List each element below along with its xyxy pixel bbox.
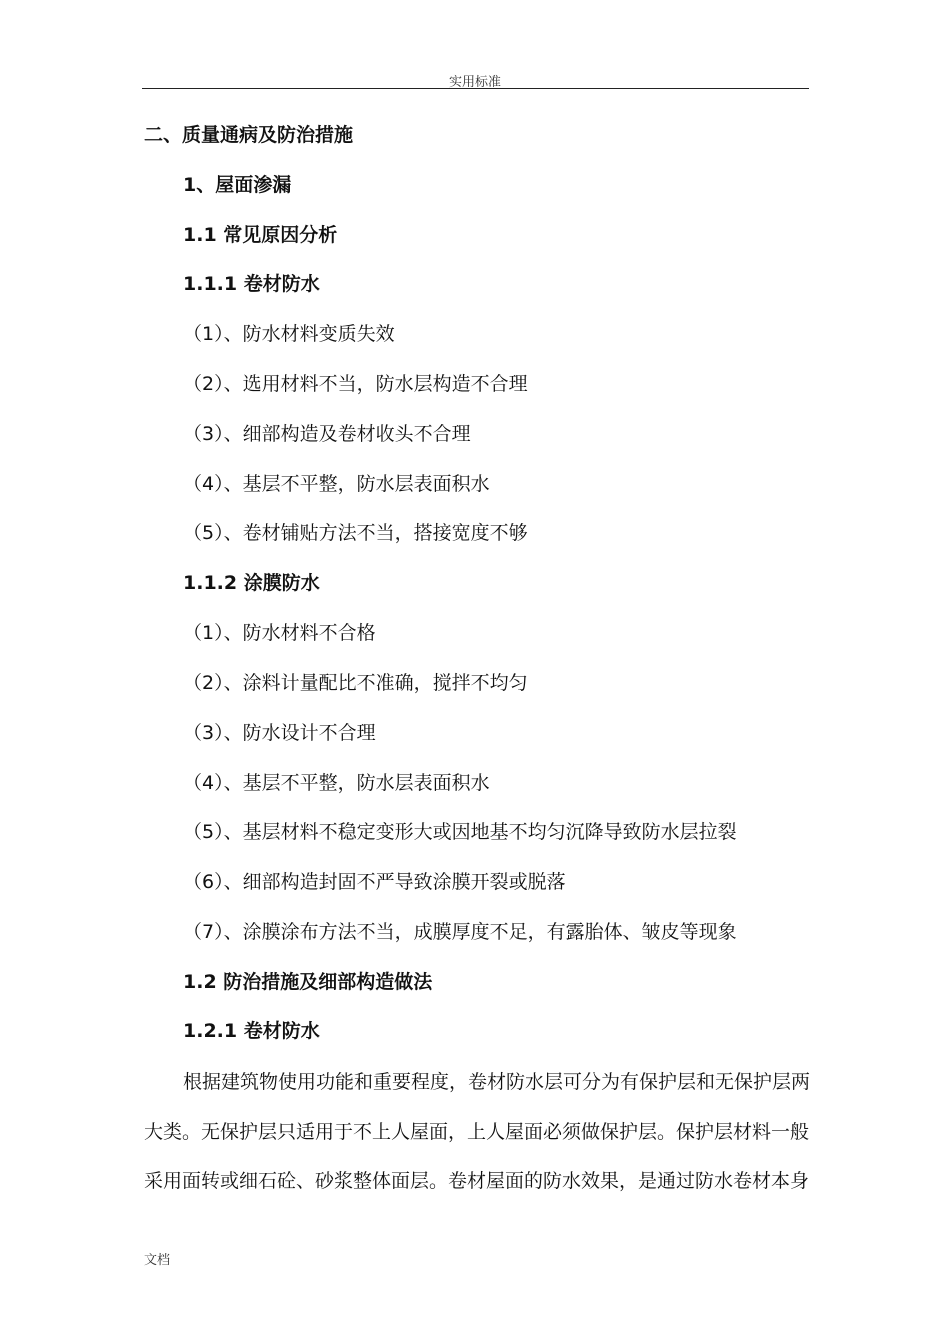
paragraph-line: 采用面转或细石砼、砂浆整体面层。卷材屋面的防水效果，是通过防水卷材本身 <box>144 1170 810 1192</box>
heading-roof-leak: 1、屋面渗漏 <box>183 174 292 196</box>
page-footer: 文档 <box>144 1253 171 1268</box>
heading-coating-waterproofing: 1.1.2 涂膜防水 <box>183 572 320 594</box>
list-item: （1）、防水材料不合格 <box>183 622 376 644</box>
list-item: （1）、防水材料变质失效 <box>183 323 395 345</box>
heading-prevention-measures: 1.2 防治措施及细部构造做法 <box>183 971 433 993</box>
paragraph-line: 根据建筑物使用功能和重要程度，卷材防水层可分为有保护层和无保护层两 <box>183 1071 811 1093</box>
list-item: （6）、细部构造封固不严导致涂膜开裂或脱落 <box>183 871 566 893</box>
section-title: 二、质量通病及防治措施 <box>144 124 354 146</box>
header-title: 实用标准 <box>448 75 501 90</box>
list-item: （4）、基层不平整，防水层表面积水 <box>183 473 490 495</box>
list-item: （5）、卷材铺贴方法不当，搭接宽度不够 <box>183 522 528 544</box>
paragraph-line: 大类。无保护层只适用于不上人屋面，上人屋面必须做保护层。保护层材料一般 <box>144 1121 810 1143</box>
list-item: （7）、涂膜涂布方法不当，成膜厚度不足，有露胎体、皱皮等现象 <box>183 921 737 943</box>
list-item: （3）、细部构造及卷材收头不合理 <box>183 423 471 445</box>
list-item: （2）、涂料计量配比不准确，搅拌不均匀 <box>183 672 528 694</box>
heading-common-causes: 1.1 常见原因分析 <box>183 224 338 246</box>
list-item: （4）、基层不平整，防水层表面积水 <box>183 772 490 794</box>
heading-membrane-waterproofing: 1.1.1 卷材防水 <box>183 273 320 295</box>
list-item: （2）、选用材料不当，防水层构造不合理 <box>183 373 528 395</box>
heading-membrane-measures: 1.2.1 卷材防水 <box>183 1020 320 1042</box>
header-divider <box>142 88 809 89</box>
list-item: （5）、基层材料不稳定变形大或因地基不均匀沉降导致防水层拉裂 <box>183 821 737 843</box>
list-item: （3）、防水设计不合理 <box>183 722 376 744</box>
